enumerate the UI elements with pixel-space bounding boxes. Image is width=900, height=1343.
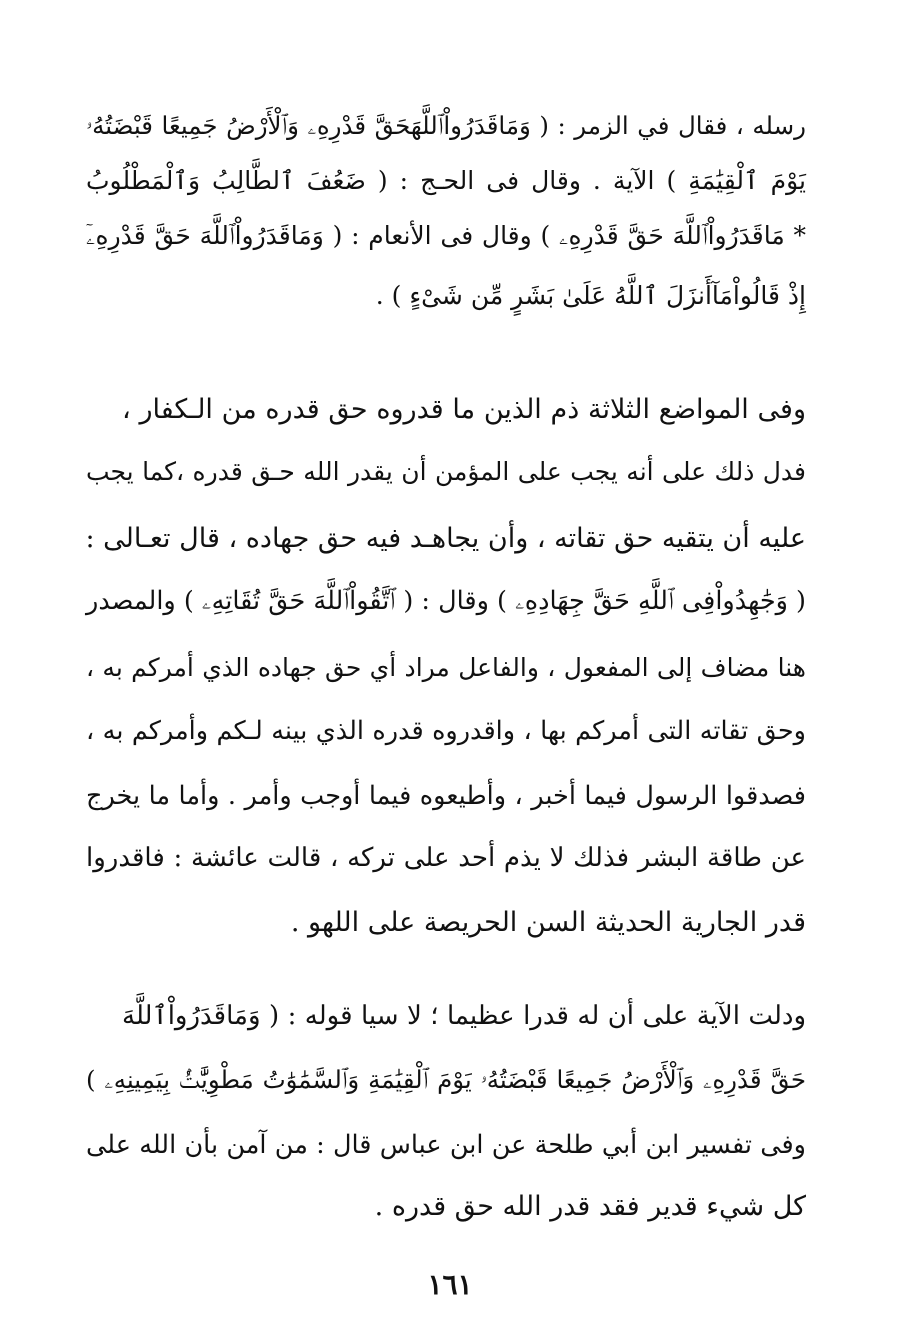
- text-line: ( وَجَٰهِدُواْفِى ٱللَّهِ حَقَّ جِهَادِهِۦ ) وقال : ( ٱتَّقُواْٱللَّهَ حَقَّ تُقَاتِهِۦ ) والمصدر: [86, 586, 806, 616]
- text-line: عليه أن يتقيه حق تقاته ، وأن يجاهـد فيه حق جهاده ، قال تعـالى :: [85, 523, 806, 554]
- text-line: رسله ، فقال في الزمر : ( وَمَاقَدَرُواْٱللَّهَحَقَّ قَدْرِهِۦ وَٱلْأَرْضُ جَمِيعًا قَبْضَتُهُۥ: [86, 111, 806, 140]
- text-line: وفى تفسير ابن أبي طلحة عن ابن عباس قال : من آمن بأن الله على: [86, 1130, 806, 1160]
- text-line: وحق تقاته التى أمركم بها ، واقدروه قدره الذي بينه لـكم وأمركم به ،: [86, 716, 806, 746]
- text-line: هنا مضاف إلى المفعول ، والفاعل مراد أي حق جهاده الذي أمركم به ،: [86, 653, 806, 682]
- text-line: فصدقوا الرسول فيما أخبر ، وأطيعوه فيما أوجب وأمر . وأما ما يخرج: [86, 781, 806, 811]
- text-line: قدر الجارية الحديثة السن الحريصة على اللهو .: [290, 907, 806, 938]
- text-line: فدل ذلك على أنه يجب على المؤمن أن يقدر الله حـق قدره ،كما يجب: [86, 457, 806, 486]
- text-line: حَقَّ قَدْرِهِۦ وَٱلْأَرْضُ جَمِيعًا قَبْضَتُهُۥ يَوْمَ ٱلْقِيَٰمَةِ وَٱلسَّمَٰوَٰتُ مَطْوِيَّٰتُۢ بِيَمِينِهِۦ ): [86, 1065, 806, 1094]
- text-line: عن طاقة البشر فذلك لا يذم أحد على تركه ، قالت عائشة : فاقدروا: [86, 843, 806, 873]
- text-line: * مَاقَدَرُواْٱللَّهَ حَقَّ قَدْرِهِۦ ) وقال فى الأنعام : ( وَمَاقَدَرُواْٱللَّهَ حَقَّ قَدْرِهِۦٓ: [86, 221, 806, 250]
- text-line: يَوْمَ ٱلْقِيَٰمَةِ ) الآية . وقال فى الحـج : ( ضَعُفَ ٱلطَّالِبُ وَٱلْمَطْلُوبُ: [86, 166, 806, 195]
- page-number: ١٦١: [427, 1268, 473, 1301]
- text-line: ودلت الآية على أن له قدرا عظيما ؛ لا سيا قوله : ( وَمَاقَدَرُواْٱللَّهَ: [122, 1001, 806, 1031]
- text-line: وفى المواضع الثلاثة ذم الذين ما قدروه حق قدره من الـكفار ،: [122, 394, 806, 425]
- text-line: إِذْ قَالُواْمَآأَنزَلَ ٱللَّهُ عَلَىٰ بَشَرٍ مِّن شَىْءٍ ) .: [375, 281, 806, 310]
- text-line: كل شيء قدير فقد قدر الله حق قدره .: [374, 1191, 806, 1222]
